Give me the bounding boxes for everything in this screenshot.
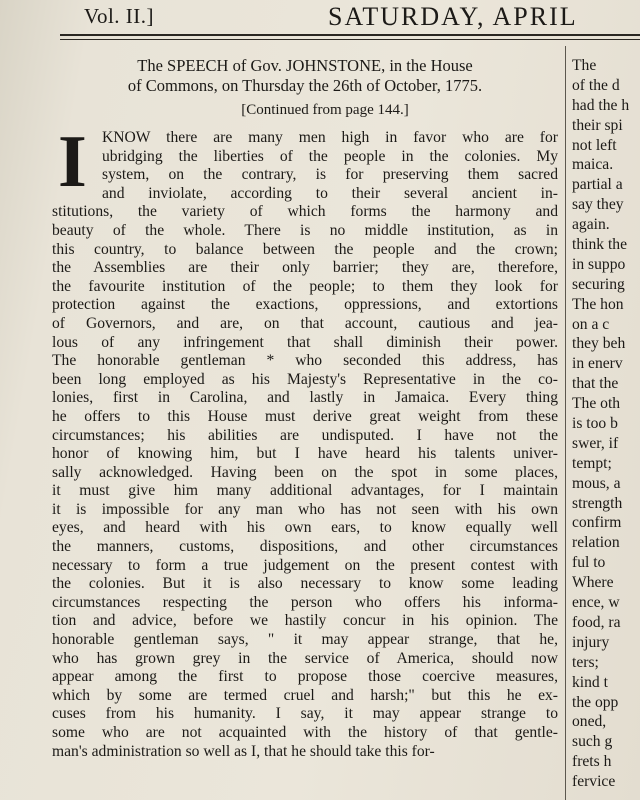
headline-line-1: The SPEECH of Gov. JOHNSTONE, in the House [137, 56, 473, 75]
side-column-line: is too b [572, 415, 618, 433]
side-column-line: food, ra [572, 613, 621, 631]
article-line: he offers to this House must derive great weight from these [52, 407, 558, 425]
issue-date: SATURDAY, APRIL [328, 2, 578, 31]
article-line: the colonies. But it is also necessary to know some leading [52, 575, 558, 593]
side-column-line: mous, a [572, 474, 621, 492]
side-column-line: Where [572, 574, 614, 592]
side-column-line: confirm [572, 514, 622, 532]
side-column-line: partial a [572, 176, 623, 194]
article-line: stitutions, the variety of which forms the harmony and [52, 203, 558, 221]
side-column-line: their spi [572, 116, 623, 134]
side-column-line: not left [572, 136, 617, 154]
side-column-line: again. [572, 216, 610, 234]
side-column-line: such g [572, 733, 613, 751]
article-line: tion and advice, before we hastily concur in his opinion. The [52, 612, 558, 630]
article-line: circumstances; his abilities are undisputed. I have not the [52, 426, 558, 444]
article-line: honor of knowing him, but I have heard his talents univer- [52, 445, 558, 463]
article-column [52, 56, 558, 761]
article-line: beauty of the whole. There is no middle institution, as in [52, 221, 558, 239]
article-line: some who are not acquainted with the history of that gentle- [52, 724, 558, 741]
side-column-line: of the d [572, 76, 620, 94]
article-line: lonies, first in Carolina, and lastly in Jamaica. Every thing [52, 389, 558, 407]
article-line: system, on the contrary, is for preserving them sacred [102, 166, 558, 184]
side-column-line: in suppo [572, 255, 626, 273]
side-column-line: swer, if [572, 434, 619, 452]
side-column-line: the opp [572, 693, 619, 711]
side-column-line: The oth [572, 395, 621, 413]
article-line: KNOW there are many men high in favor who are for [102, 129, 558, 146]
side-column-line: frets h [572, 753, 612, 771]
side-column-line: The hon [572, 295, 624, 313]
article-line: been long employed as his Majesty's Representative in the co- [52, 370, 558, 388]
side-column-line: that the [572, 375, 619, 393]
side-column-line: strength [572, 494, 623, 512]
side-column-line: kind t [572, 673, 608, 691]
side-column-line: securing [572, 275, 625, 293]
side-column-line: ful to [572, 554, 606, 572]
side-column-line: ence, w [572, 594, 620, 612]
article-line: cuses from his humanity. I say, it may appear strange to [52, 705, 558, 723]
article-line: which by some are termed cruel and harsh;" but this he ex- [52, 686, 558, 704]
article-line: appear among the first to propose those coercive measures, [52, 668, 558, 686]
side-column-line: think the [572, 236, 628, 254]
side-column-line: oned, [572, 713, 607, 731]
article-line: the manners, customs, dispositions, and other circumstances [52, 538, 558, 556]
article-line: the favourite institution of the people; to them they look for [52, 277, 558, 295]
side-column-line: maica. [572, 156, 614, 174]
headline-line-2: of Commons, on Thursday the 26th of October, 1775. [127, 76, 483, 95]
article-headline [52, 56, 558, 96]
article-line: the Assemblies are their only barrier; they are, therefore, [52, 259, 558, 277]
article-line: protection against the exactions, oppressions, and extortions [52, 296, 558, 314]
side-column-line: in enerv [572, 355, 623, 373]
volume-label: Vol. II.] [84, 4, 155, 28]
article-line: ubridging the liberties of the people in the colonies. My [102, 147, 558, 165]
article-line: lous of any infringement that shall diminish their power. [52, 333, 558, 351]
masthead-rule [60, 34, 640, 36]
article-line: who has grown grey in the service of America, should now [52, 649, 558, 667]
side-column-line: on a c [572, 315, 610, 333]
side-column-line: say they [572, 196, 624, 214]
side-column-line: they beh [572, 335, 626, 353]
article-line: and inviolate, according to their several ancient in- [102, 184, 558, 202]
side-column-line: relation [572, 534, 620, 552]
article-line: necessary to form a true judgement on the present contest with [52, 556, 558, 574]
side-column-line: tempt; [572, 454, 612, 472]
side-column-line: fervice [572, 773, 616, 791]
article-line: The honorable gentleman * who seconded this address, has [52, 352, 558, 370]
side-column-line: had the h [572, 96, 630, 114]
body-text [52, 121, 558, 761]
article-line: of Governors, and are, on that account, cautious and jea- [52, 314, 558, 332]
article-line: it is impossible for any man who has not seen with his own [52, 500, 558, 518]
masthead-rule-thin [60, 39, 640, 40]
article-line: eyes, and heard with his own ears, to know equally well [52, 519, 558, 537]
article-line: man's administration so well as I, that he should take this for- [52, 742, 435, 760]
article-line: sally acknowledged. Having been on the spot in some places, [52, 463, 558, 481]
article-line: circumstances respecting the person who offers his informa- [52, 593, 558, 611]
side-column-line: ters; [572, 653, 599, 671]
article-line: honorable gentleman says, " it may appear strange, that he, [52, 631, 558, 649]
side-column-line: The [572, 57, 597, 74]
column-divider [565, 46, 566, 800]
article-body [52, 121, 558, 761]
drop-cap: I [58, 121, 87, 203]
continued-note: [Continued from page 144.] [241, 102, 409, 118]
article-line: it must give him many additional advantages, for I maintain [52, 482, 558, 500]
adjacent-column-fragment [572, 56, 640, 792]
article-line: this country, to balance between the people and the crown; [52, 240, 558, 258]
side-column-line: injury [572, 633, 610, 651]
